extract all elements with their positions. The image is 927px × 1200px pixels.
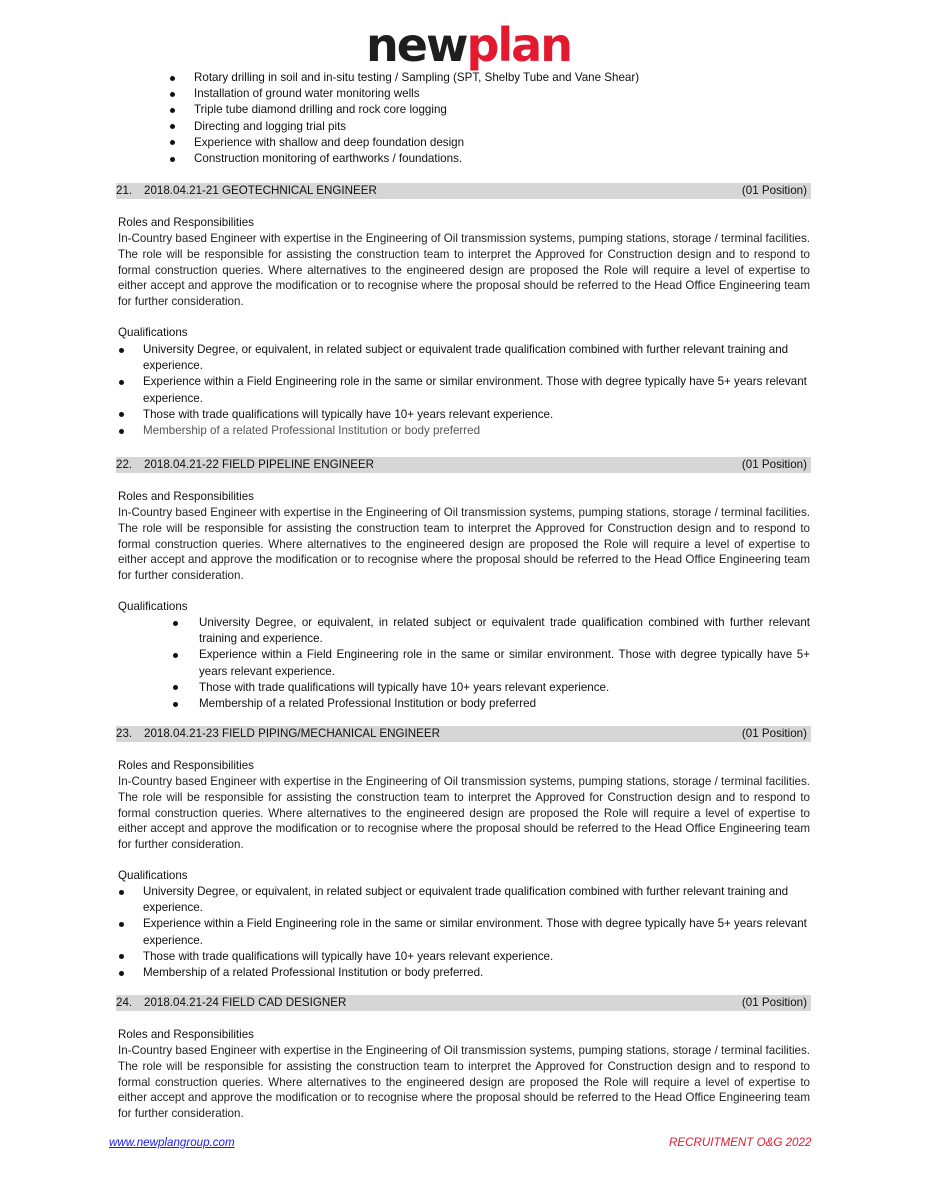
list-item: Rotary drilling in soil and in-situ testing / Sampling (SPT, Shelby Tube and Vane Shear) [194,70,814,86]
section-header-22 [116,457,811,473]
list-item: University Degree, or equivalent, in related subject or equivalent trade qualification combined with further relevant training and experience. [143,884,810,916]
list-item: Installation of ground water monitoring wells [194,86,814,102]
list-item: Construction monitoring of earthworks / foundations. [194,151,814,167]
section-number: 21. [116,184,133,197]
list-item: Membership of a related Professional Institution or body preferred. [143,965,810,981]
roles-text: In-Country based Engineer with expertise in the Engineering of Oil transmission systems, pumping stations, storage / terminal facilities. The role will be responsible for assisting the construction team to interpret the Approved for Construction design and to respond to formal construction queries. Where alternatives to the engineered design are proposed the Role will require a level of expertise to either accept and approve the modification or to recognise where the proposal should be referred to the Head Office Engineering team for further consideration. [118,775,810,852]
top-bullet-list [194,70,814,167]
qualifications-list [143,342,810,439]
roles-heading: Roles and Responsibilities [118,1028,254,1041]
list-item: Experience within a Field Engineering role in the same or similar environment. Those with degree typically have 5+ years relevant experience. [199,647,810,679]
list-item: Directing and logging trial pits [194,119,814,135]
section-header-24 [116,995,811,1011]
list-item: Experience with shallow and deep foundation design [194,135,814,151]
qualifications-heading: Qualifications [118,326,188,339]
roles-heading: Roles and Responsibilities [118,216,254,229]
section-title: 2018.04.21-23 FIELD PIPING/MECHANICAL ENGINEER [144,727,440,740]
list-item: University Degree, or equivalent, in related subject or equivalent trade qualification combined with further relevant training and experience. [143,342,810,374]
logo-part-plan: plan [466,18,571,72]
section-title: 2018.04.21-22 FIELD PIPELINE ENGINEER [144,458,375,471]
qualifications-heading: Qualifications [118,600,188,613]
qualifications-list [199,615,810,712]
list-item: Membership of a related Professional Institution or body preferred [199,696,810,712]
roles-text: In-Country based Engineer with expertise in the Engineering of Oil transmission systems, pumping stations, storage / terminal facilities. The role will be responsible for assisting the construction team to interpret the Approved for Construction design and to respond to formal construction queries. Where alternatives to the engineered design are proposed the Role will require a level of expertise to either accept and approve the modification or to recognise where the proposal should be referred to the Head Office Engineering team for further consideration. [118,1044,810,1121]
roles-heading: Roles and Responsibilities [118,759,254,772]
list-item: Membership of a related Professional Institution or body preferred [143,423,810,439]
section-header-23 [116,726,811,742]
qualifications-heading: Qualifications [118,869,188,882]
list-item: Triple tube diamond drilling and rock core logging [194,102,814,118]
section-number: 23. [116,727,133,740]
position-count: (01 Position) [741,458,807,471]
position-count: (01 Position) [741,996,807,1009]
list-item: Those with trade qualifications will typically have 10+ years relevant experience. [199,680,810,696]
footer-website-link[interactable]: www.newplangroup.com [109,1136,235,1149]
section-number: 22. [116,458,133,471]
section-number: 24. [116,996,133,1009]
roles-heading: Roles and Responsibilities [118,490,254,503]
list-item: University Degree, or equivalent, in related subject or equivalent trade qualification combined with further relevant training and experience. [199,615,810,647]
logo-part-new: new [366,18,467,72]
list-item: Experience within a Field Engineering role in the same or similar environment. Those with degree typically have 5+ years relevant experience. [143,374,810,406]
footer-recruitment-label: RECRUITMENT O&G 2022 [669,1136,812,1149]
roles-text: In-Country based Engineer with expertise in the Engineering of Oil transmission systems, pumping stations, storage / terminal facilities. The role will be responsible for assisting the construction team to interpret the Approved for Construction design and to respond to formal construction queries. Where alternatives to the engineered design are proposed the Role will require a level of expertise to either accept and approve the modification or to recognise where the proposal should be referred to the Head Office Engineering team for further consideration. [118,232,810,309]
list-item: Those with trade qualifications will typically have 10+ years relevant experience. [143,949,810,965]
section-title: 2018.04.21-24 FIELD CAD DESIGNER [144,996,347,1009]
section-header-21 [116,183,811,199]
section-title: 2018.04.21-21 GEOTECHNICAL ENGINEER [144,184,377,197]
list-item: Those with trade qualifications will typically have 10+ years relevant experience. [143,407,810,423]
list-item: Experience within a Field Engineering role in the same or similar environment. Those with degree typically have 5+ years relevant experience. [143,916,810,948]
roles-text: In-Country based Engineer with expertise in the Engineering of Oil transmission systems, pumping stations, storage / terminal facilities. The role will be responsible for assisting the construction team to interpret the Approved for Construction design and to respond to formal construction queries. Where alternatives to the engineered design are proposed the Role will require a level of expertise to either accept and approve the modification or to recognise where the proposal should be referred to the Head Office Engineering team for further consideration. [118,506,810,583]
qualifications-list [143,884,810,981]
position-count: (01 Position) [741,727,807,740]
position-count: (01 Position) [741,184,807,197]
